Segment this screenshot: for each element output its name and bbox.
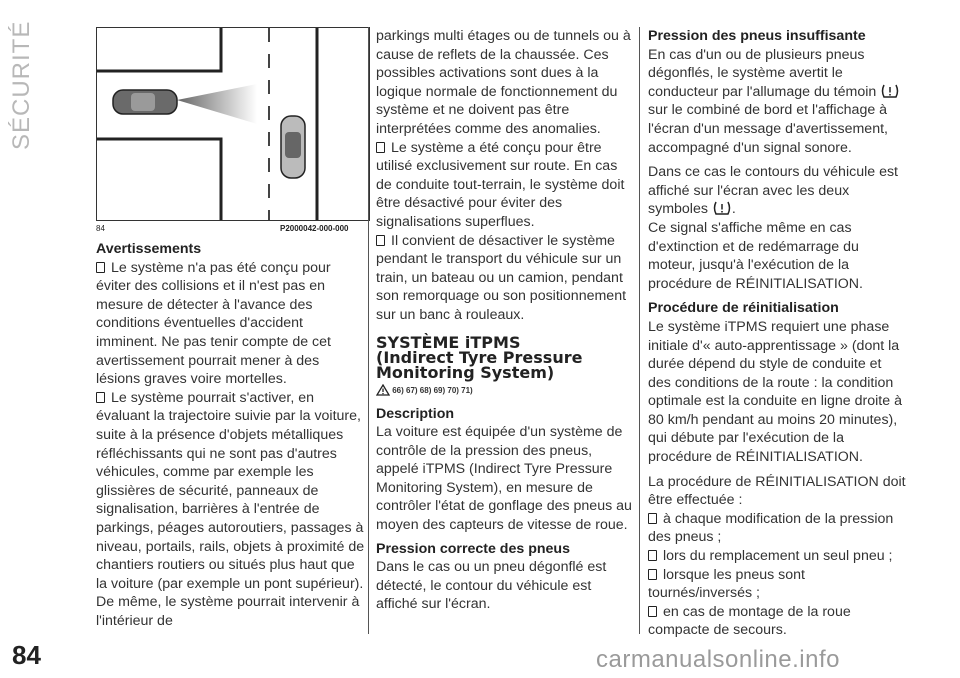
heading-reset-procedure: Procédure de réinitialisation [648, 300, 839, 317]
figure-code: P2000042-000-000 [280, 224, 349, 233]
bullet-paragraph: Il convient de désactiver le système pendant le transport du véhicule sur un train, un bateau ou un camion, pendant son remorquage ou son positionnement sur un banc à rouleaux. [376, 232, 627, 323]
tyre-pressure-warning-icon [880, 83, 900, 99]
bullet-paragraph: lors du remplacement un seul pneu ; [648, 547, 906, 566]
bullet-icon [648, 550, 657, 561]
continued-text: parkings multi étages ou de tunnels ou à cause de reflets de la chaussée. Ces possibles activations sont dues à la logique normale de fonctionnement du système et ne doivent pas être interprétées comme des anomalies. [376, 28, 631, 137]
bullet-icon [648, 569, 657, 580]
bullet-icon [96, 392, 105, 403]
section-title: SÉCURITÉ [8, 20, 35, 150]
low-pressure-text: En cas d'un ou de plusieurs pneus dégonflés, le système avertit le conducteur par l'allumage du témoin sur le combiné de bord et l'affichage à l'écran d'un message d'avertissement, accompagné d'un signal sonore. [648, 46, 906, 158]
crossing-car [113, 90, 177, 114]
bullet-paragraph: lorsque les pneus sont tournés/inversés ; [648, 566, 805, 602]
warning-references: 66) 67) 68) 69) 70) 71) [376, 384, 636, 397]
warning-triangle-icon [376, 384, 390, 396]
bullet-icon [376, 142, 385, 153]
page-number: 84 [12, 640, 41, 670]
bullet-icon [96, 262, 105, 273]
description-text: La voiture est équipée d'un système de contrôle de la pression des pneus, appelé iTPMS (Indirect Tyre Pressure Monitoring System), en mesure de contrôler l'état de gonflage des pneus au moyen des capteurs de vitesse de roue. [376, 424, 632, 534]
reset-intro: La procédure de RÉINITIALISATION doit être effectuée : [648, 473, 906, 509]
heading-correct-pressure: Pression correcte des pneus [376, 540, 570, 557]
heading-low-pressure: Pression des pneus insuffisante [648, 28, 866, 44]
bullet-paragraph: Le système pourrait s'activer, en évaluant la trajectoire suivie par la voiture, suite à la présence d'objets métalliques réfléchissants qui ne sont pas d'autres véhicules, comme par exemple les glissières de sécurité, panneaux de signalisation, barrières à l'entrée de parkings, péages autoroutiers, passages à niveau, portails, rails, objets à proximité de chantiers routiers ou situés plus haut que la voiture (par exemple un pont supérieur). De même, le système pourrait intervenir à l'intérieur de [96, 389, 365, 629]
column-separator [368, 27, 369, 634]
figure-illustration [96, 27, 370, 221]
own-car [281, 116, 305, 178]
contour-text: Dans ce cas le contours du véhicule est affiché sur l'écran avec les deux symboles . [648, 164, 898, 218]
correct-pressure-text: Dans le cas ou un pneu dégonflé est détecté, le contour du véhicule est affiché sur l'écran. [376, 559, 607, 613]
reset-text: Le système iTPMS requiert une phase initiale d'« auto-apprentissage » (dont la durée dépend du style de conduite et des conditions de la route : la condition optimale est la conduite en ligne droite à 80 km/h pendant au moins 20 minutes), qui débute par l'exécution de la procédure de RÉINITIALISATION. [648, 318, 902, 466]
column-3 [648, 27, 906, 640]
sensor-beam [177, 84, 257, 124]
heading-avertissements: Avertissements [96, 241, 202, 257]
road-scene-illustration [97, 28, 369, 220]
bullet-paragraph: à chaque modification de la pression des pneus ; [648, 510, 894, 546]
column-2 [376, 27, 636, 614]
bullet-paragraph: en cas de montage de la roue compacte de secours. [648, 603, 851, 639]
column-separator [639, 27, 640, 634]
bullet-paragraph: Le système n'a pas été conçu pour éviter des collisions et il n'est pas en mesure de détecter à l'avance des conditions éventuelles d'accident imminent. Ne pas tenir compte de cet avertissement pourrait mener à des lésions graves voire mortelles. [96, 259, 331, 388]
tyre-pressure-symbol-icon [712, 200, 732, 216]
heading-description: Description [376, 405, 455, 422]
figure-number: 84 [96, 224, 105, 233]
bullet-icon [648, 606, 657, 617]
column-1 [96, 240, 366, 630]
bullet-icon [376, 235, 385, 246]
signal-text: Ce signal s'affiche même en cas d'extinction et de redémarrage du moteur, jusqu'à l'exécution de la procédure de RÉINITIALISATION. [648, 219, 863, 292]
watermark: carmanualsonline.info [596, 646, 840, 673]
bullet-icon [648, 513, 657, 524]
bullet-paragraph: Le système a été conçu pour être utilisé exclusivement sur route. En cas de conduite tout-terrain, le système doit être désactivé pour éviter des signalisations superflues. [376, 139, 625, 230]
section-heading: SYSTÈME iTPMS (Indirect Tyre Pressure Monitoring System) [376, 332, 583, 382]
